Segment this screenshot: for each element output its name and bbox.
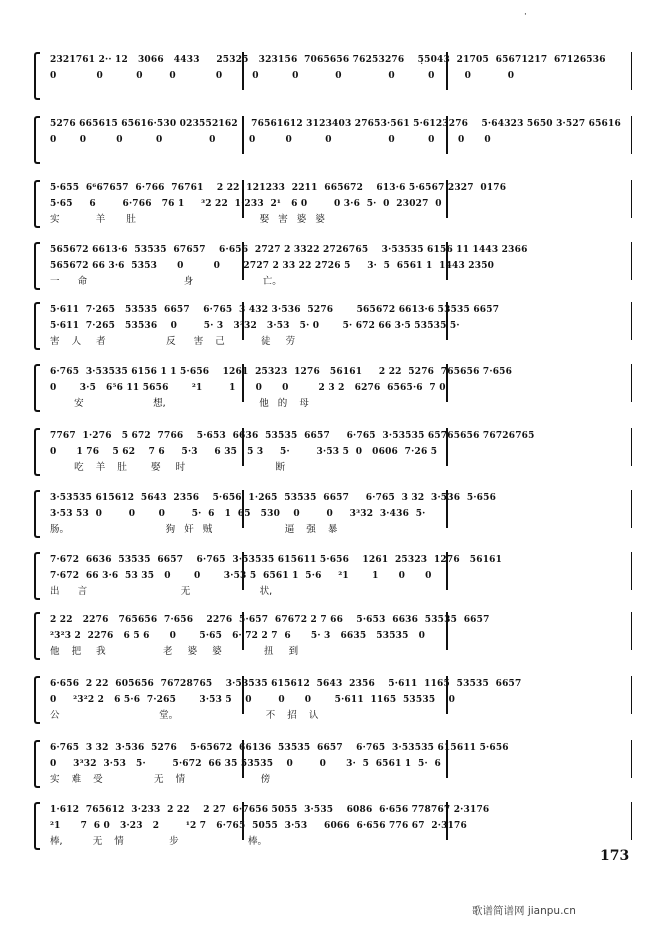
music-system — [36, 240, 632, 292]
lyrics-line: 棒, 无 情 步 棒。 — [50, 836, 268, 847]
lyrics-line: 他 把 我 老 婆 婆 扭 到 — [50, 646, 299, 657]
lyrics-line: 安 想, 他 的 母 — [50, 398, 309, 409]
lyrics-line — [50, 85, 624, 98]
notation-upper-voice: 2321761 2·· 12 3066 4433 25325 323156 7065656 76253276 5̣5043 21705 65671217 67126536 — [50, 55, 606, 65]
music-system — [36, 114, 632, 166]
system-brace — [34, 676, 40, 724]
notation-upper-voice: 2 22 2276 765656 7·656 2276 5·657 67672 2 7 66 5·653 6636 53535 6657 — [50, 615, 490, 625]
system-brace — [34, 428, 40, 476]
system-brace — [34, 612, 40, 660]
notation-lower-voice: 0 ²3²2 2 6 5·6 7·265 3·53 5 0 0 0 5·611 1165 53535 0 — [50, 695, 456, 705]
notation-upper-voice: 5·611 7·265 53535 6657 6·765 3 432 3·536 5276 565672 6613·6 53535 6657 — [50, 305, 500, 315]
notation-lower-voice: 0 3·5 6⁵6 11 5656 ²1 1 0 0 2 3 2 6276 6565·6 7 0 — [50, 383, 446, 393]
notation-lower-voice: 5·65 6 6·766 76 1 ³2 22 1·233 2¹ 6 0 0 3·6 5· 0 23027 0 — [50, 199, 442, 209]
lyrics-line: 一 命 身 亡。 — [50, 276, 282, 287]
bar-line — [631, 180, 633, 218]
notation-upper-voice: 565672 6613·6 53535 67657 6·656 2727 2 3322 2726765 3·53535 6156 11 1443 2366 — [50, 245, 528, 255]
notation-upper-voice: 7767 1·276 5 672 7766 5·653 6636 53535 6657 6·765 3·53535 65765656 76726765 — [50, 431, 535, 441]
notation-upper-voice: 6·656 2 22 605656 76728765 3·53535 615612 5643 2356 5·611 1165 53535 6657 — [50, 679, 522, 689]
music-system — [36, 674, 632, 726]
notation-lower-voice: 3·53 53 0 0 0 5· 6 1 65 530 0 0 3³32 3·436 5· — [50, 509, 426, 519]
system-brace — [34, 490, 40, 538]
system-brace — [34, 116, 40, 164]
lyrics-line — [50, 149, 624, 162]
notation-upper-voice: 3·53535 615612 5643 2356 5·656 1·265 53535 6657 6·765 3 32 3·536 5·656 — [50, 493, 497, 503]
notation-lower-voice: 5·611 7·265 53536 0 5· 3 3³32 3·53 5· 0 5· 672 66 3·5 53535 5· — [50, 321, 460, 331]
notation-upper-voice: 1·612 765612 3·233 2 22 2 27 6·7656 5055 3·535 6086 6·656 778767 2·3176 — [50, 805, 490, 815]
lyrics-line: 实 羊 肚 娶 害 婆 婆 — [50, 214, 325, 225]
page-number: 173 — [600, 848, 630, 864]
bar-line — [631, 428, 633, 466]
music-system — [36, 178, 632, 230]
notation-upper-voice: 5·655 6⁶67657 6·766 76761 2 22 121233 2211 665672 613·6 5·6567 2327 0176 — [50, 183, 507, 193]
bar-line — [631, 740, 633, 778]
notation-lower-voice: 0 1 76 5 62 7 6 5·3 6 35 5 3 5· 3·53 5 0 0606 7·26 5 — [50, 447, 438, 457]
print-mark: · — [524, 10, 527, 20]
lyrics-line: 肠。 狗 奸 贼 逼 强 暴 — [50, 524, 338, 535]
notation-lower-voice: 0 0 0 0 0 0 0 0 0 0 0 0 — [50, 71, 515, 81]
system-brace — [34, 302, 40, 350]
bar-line — [631, 612, 633, 650]
lyrics-line: 害 人 者 反 害 己 徒 劳 — [50, 336, 296, 347]
system-brace — [34, 180, 40, 228]
music-system — [36, 488, 632, 540]
bar-line — [631, 676, 633, 714]
music-system — [36, 800, 632, 852]
notation-lower-voice: 565672 66 3·6 5353 0 0 2727 2 33 22 2726 5 3· 5 6561 1 1443 2350 — [50, 261, 495, 271]
bar-line — [631, 302, 633, 340]
bar-line — [631, 52, 633, 90]
music-system — [36, 426, 632, 478]
system-brace — [34, 552, 40, 600]
lyrics-line: 实 难 受 无 情 傍 — [50, 774, 271, 785]
notation-upper-voice: 7·672 6636 53535 6657 6·765 3·53535 615611 5·656 1261 25323 1276 56161 — [50, 555, 503, 565]
music-system — [36, 50, 632, 102]
music-system — [36, 610, 632, 662]
bar-line — [631, 242, 633, 280]
notation-upper-voice: 6·765 3 32 3·536 5276 5·65672 66136 53535 6657 6·765 3·53535 615611 5·656 — [50, 743, 509, 753]
lyrics-line: 公 堂。 不 招 认 — [50, 710, 319, 721]
bar-line — [631, 802, 633, 840]
bar-line — [631, 364, 633, 402]
notation-lower-voice: ²3²3 2 2276 6 5 6 0 5·65 6· 72 2 7 6 5· 3 6635 53535 0 — [50, 631, 426, 641]
notation-upper-voice: 5276 665615 65616·530 023552162 76561612 3123403 27653·561 5·6123276 5·64323 5650 3·527 65616 — [50, 119, 621, 129]
system-brace — [34, 364, 40, 412]
system-brace — [34, 740, 40, 788]
system-brace — [34, 52, 40, 100]
notation-upper-voice: 6·765 3·53535 6156 1 1 5·656 1261 25323 1276 56161 2 22 5276 765656 7·656 — [50, 367, 513, 377]
notation-lower-voice: 0 3³32 3·53 5· 5·672 66 35 53535 0 0 3· 5 6561 1 5· 6 — [50, 759, 441, 769]
music-system — [36, 738, 632, 790]
lyrics-line: 吃 羊 肚 娶 时 断 — [50, 462, 286, 473]
watermark-logo: 歌谱简谱网 jianpu.cn — [472, 905, 576, 917]
lyrics-line: 出 言 无 状, — [50, 586, 273, 597]
bar-line — [631, 490, 633, 528]
notation-lower-voice: 7·672 66 3·6 53 35 0 0 3·53 5 6561 1 5·6 ²1 1 0 0 — [50, 571, 432, 581]
notation-lower-voice: ²1 7 6 0 3·23 2 ¹2 7 6·765 5055 3·53 6066 6·656 776 67 2·3176 — [50, 821, 467, 831]
music-system — [36, 300, 632, 352]
bar-line — [631, 552, 633, 590]
system-brace — [34, 802, 40, 850]
bar-line — [631, 116, 633, 154]
notation-lower-voice: 0 0 0 0 0 0 0 0 0 0 0 0 — [50, 135, 491, 145]
music-system — [36, 362, 632, 414]
music-system — [36, 550, 632, 602]
system-brace — [34, 242, 40, 290]
